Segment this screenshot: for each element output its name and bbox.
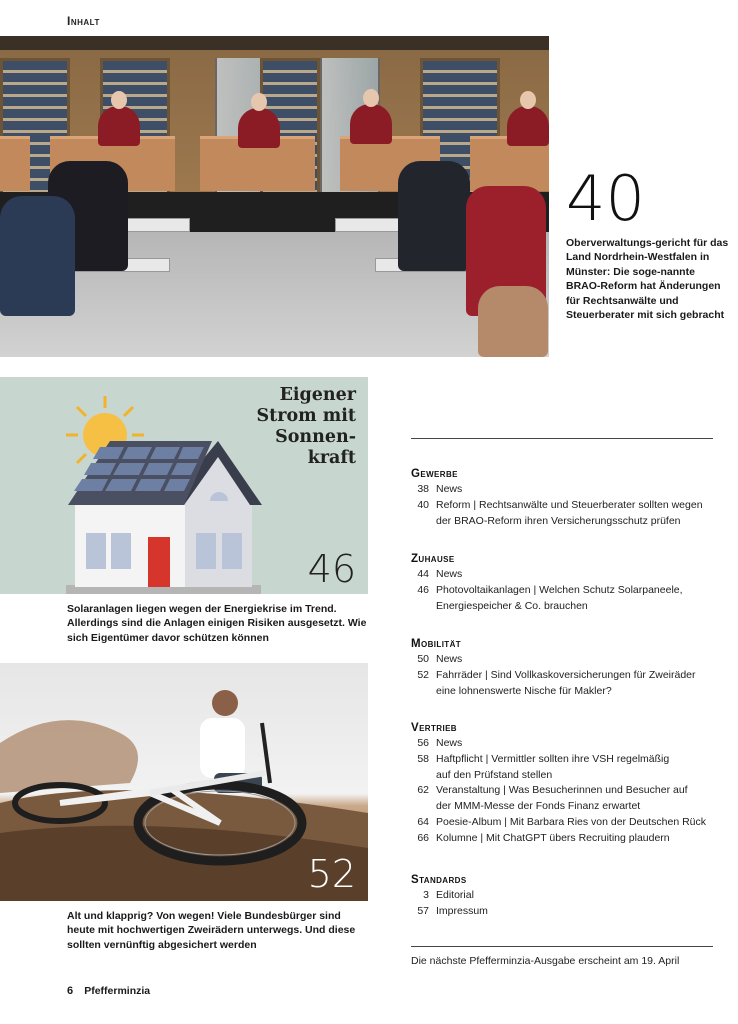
toc-item[interactable]: 66 Kolumne | Mit ChatGPT übers Recruiting plaudern bbox=[417, 831, 670, 844]
footer-page-number: 6 bbox=[67, 985, 74, 997]
toc-item[interactable]: 57 Impressum bbox=[417, 904, 488, 917]
toc-section-mobilitaet bbox=[411, 638, 716, 699]
toc-item[interactable]: 40 Reform | Rechtsanwälte und Steuerberater sollten wegen der BRAO-Reform ihren Versicherungsschutz prüfen bbox=[417, 498, 703, 527]
toc-heading: Gewerbe bbox=[411, 468, 458, 480]
next-issue-notice: Die nächste Pfefferminzia-Ausgabe erscheint am 19. April bbox=[411, 955, 680, 967]
toc-bottom-rule bbox=[411, 946, 713, 947]
toc-heading: Zuhause bbox=[411, 553, 455, 565]
page-number-court: 40 bbox=[566, 162, 645, 235]
toc-item[interactable]: 44 News bbox=[417, 568, 463, 580]
page-footer bbox=[67, 985, 150, 997]
toc-item[interactable]: 3 Editorial bbox=[423, 889, 474, 901]
toc-item[interactable]: 46 Photovoltaikanlagen | Welchen Schutz Solarpaneele, Energiespeicher & Co. brauchen bbox=[417, 583, 683, 612]
caption-bike: Alt und klapprig? Von wegen! Viele Bundesbürger sind heute mit hochwertigen Zweirädern unterwegs. Und diese sollten vernünftig abgesichert werden bbox=[67, 910, 356, 951]
toc-section-gewerbe bbox=[411, 468, 716, 529]
caption-solar: Solaranlagen liegen wegen der Energiekrise im Trend. Allerdings sind die Anlagen einigen Risiken ausgesetzt. Wie sich Eigentümer davor schützen können bbox=[67, 603, 367, 644]
footer-brand: Pfefferminzia bbox=[84, 985, 151, 997]
toc-section-vertrieb bbox=[411, 722, 716, 847]
page-number-solar: 46 bbox=[307, 547, 356, 591]
toc-heading: Mobilität bbox=[411, 638, 462, 650]
toc-item[interactable]: 62 Veranstaltung | Was Besucherinnen und Besucher auf der MMM-Messe der Fonds Finanz erwartet bbox=[417, 784, 688, 813]
toc-item[interactable]: 50 News bbox=[417, 653, 463, 665]
toc-section-zuhause bbox=[411, 553, 716, 614]
toc-heading: Standards bbox=[411, 874, 467, 886]
toc-item[interactable]: 38 News bbox=[417, 483, 463, 495]
toc-section-standards bbox=[411, 874, 716, 920]
toc-heading: Vertrieb bbox=[411, 722, 457, 734]
page-number-bike: 52 bbox=[307, 852, 356, 896]
toc-item[interactable]: 64 Poesie-Album | Mit Barbara Ries von der Deutschen Rück bbox=[417, 815, 707, 828]
caption-court: Oberverwaltungs-gericht für das Land Nordrhein-Westfalen in Münster: Die soge-nannte BRAO-Reform hat Änderungen für Rechtsanwälte und Steuerberater mit sich gebracht bbox=[566, 237, 729, 322]
toc-item[interactable]: 52 Fahrräder | Sind Vollkaskoversicherungen für Zweiräder eine lohnenswerte Nische für Makler? bbox=[417, 668, 696, 697]
section-label: Inhalt bbox=[67, 14, 100, 28]
toc-top-rule bbox=[411, 438, 713, 439]
courtroom-photo bbox=[0, 36, 549, 357]
bike-photo bbox=[0, 663, 368, 901]
solar-headline: Eigener Strom mit Sonnen- kraft bbox=[256, 385, 356, 468]
toc-item[interactable]: 56 News bbox=[417, 737, 463, 749]
toc-item[interactable]: 58 Haftpflicht | Vermittler sollten ihre VSH regelmäßig auf den Prüfstand stellen bbox=[417, 752, 670, 781]
solar-illustration bbox=[0, 377, 368, 594]
